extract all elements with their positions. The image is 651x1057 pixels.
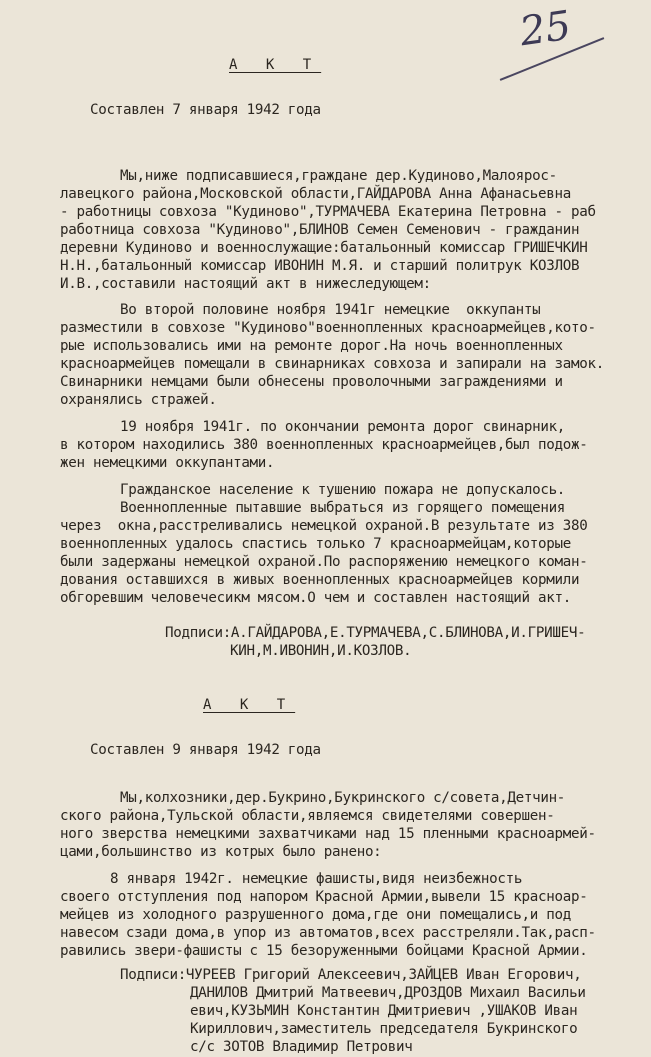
act1-composed: Составлен 7 января 1942 года (90, 102, 321, 118)
act1-p4-line: обгоревшим человечесикм мясом.О чем и составлен настоящий акт. (60, 590, 571, 606)
act2-title: А К Т (203, 697, 296, 713)
act1-p2-line: охранялись стражей. (60, 392, 217, 408)
act2-p2-line: своего отступления под напором Красной Армии,вывели 15 красноар- (60, 889, 588, 905)
act1-p1-line: лавецкого района,Московской области,ГАЙДАРОВА Анна Афанасьевна (60, 186, 571, 202)
act1-p1-line: - работницы совхоза "Кудиново",ТУРМАЧЕВА Екатерина Петровна - раб (60, 204, 596, 220)
act1-signatures-line: Подписи:А.ГАЙДАРОВА,Е.ТУРМАЧЕВА,С.БЛИНОВА,И.ГРИШЕЧ- (165, 625, 586, 641)
act2-p2-line: 8 января 1942г. немецкие фашисты,видя неизбежность (110, 871, 523, 887)
act2-signatures-line: ДАНИЛОВ Дмитрий Матвеевич,ДРОЗДОВ Михаил Васильи (190, 985, 586, 1001)
act1-p1-line: Н.Н.,батальонный комиссар ИВОНИН М.Я. и старший политрук КОЗЛОВ (60, 258, 580, 274)
act1-title: А К Т (229, 57, 322, 73)
act1-p4-line: через окна,расстреливались немецкой охраной.В результате из 380 (60, 518, 588, 534)
page-number: 25 (517, 2, 574, 56)
act1-p3-line: жен немецкими оккупантами. (60, 455, 275, 471)
act1-p1-line: И.В.,составили настоящий акт в нижеследующем: (60, 276, 431, 292)
act2-composed: Составлен 9 января 1942 года (90, 742, 321, 758)
act2-signatures-line: с/с ЗОТОВ Владимир Петрович (190, 1039, 413, 1055)
act2-p1-line: Мы,колхозники,дер.Букрино,Букринского с/совета,Детчин- (120, 790, 566, 806)
act2-p2-line: равились звери-фашисты с 15 безоруженными бойцами Красной Армии. (60, 943, 588, 959)
act2-signatures-line: евич,КУЗЬМИН Константин Дмитриевич ,УШАКОВ Иван (190, 1003, 578, 1019)
act2-signatures-line: Подписи:ЧУРЕЕВ Григорий Алексеевич,ЗАЙЦЕВ Иван Егорович, (120, 967, 582, 983)
act2-p2-line: навесом сзади дома,в упор из автоматов,всех расстреляли.Так,расп- (60, 925, 596, 941)
act1-p4-line: военнопленных удалось спастись только 7 красноармейцам,которые (60, 536, 571, 552)
act2-p1-line: цами,большинство из котрых было ранено: (60, 844, 382, 860)
act1-p4-line: дования оставшихся в живых военнопленных красноармейцев кормили (60, 572, 580, 588)
act1-p2-line: рые использовались ими на ремонте дорог.На ночь военнопленных (60, 338, 563, 354)
act1-p4-line: Гражданское население к тушению пожара не допускалось. (120, 482, 566, 498)
act1-p1-line: работница совхоза "Кудиново",БЛИНОВ Семен Семенович - гражданин (60, 222, 580, 238)
act2-signatures-line: Кириллович,заместитель председателя Букринского (190, 1021, 578, 1037)
act2-p1-line: ского района,Тульской области,являемся свидетелями совершен- (60, 808, 555, 824)
act1-p4-line: были задержаны немецкой охраной.По распоряжению немецкого коман- (60, 554, 588, 570)
act1-p2-line: разместили в совхозе "Кудиново"военнопленных красноармейцев,кото- (60, 320, 596, 336)
act1-p2-line: Во второй половине ноября 1941г немецкие оккупанты (120, 302, 541, 318)
act1-p2-line: красноармейцев помещали в свинарниках совхоза и запирали на замок. (60, 356, 604, 372)
act2-p1-line: ного зверства немецкими захватчиками над 15 пленными красноармей- (60, 826, 596, 842)
act1-p1-line: деревни Кудиново и военнослужащие:батальонный комиссар ГРИШЕЧКИН (60, 240, 588, 256)
act1-p4-line: Военнопленные пытавшие выбраться из горящего помещения (120, 500, 566, 516)
act1-p3-line: в котором находились 380 военнопленных красноармейцев,был подож- (60, 437, 588, 453)
act1-p2-line: Свинарники немцами были обнесены проволочными заграждениями и (60, 374, 563, 390)
act1-p3-line: 19 ноября 1941г. по окончании ремонта дорог свинарник, (120, 419, 566, 435)
act2-p2-line: мейцев из холодного разрушенного дома,где они помещались,и под (60, 907, 571, 923)
act1-signatures-line: КИН,М.ИВОНИН,И.КОЗЛОВ. (230, 643, 412, 659)
act1-p1-line: Мы,ниже подписавшиеся,граждане дер.Кудиново,Малоярос- (120, 168, 557, 184)
